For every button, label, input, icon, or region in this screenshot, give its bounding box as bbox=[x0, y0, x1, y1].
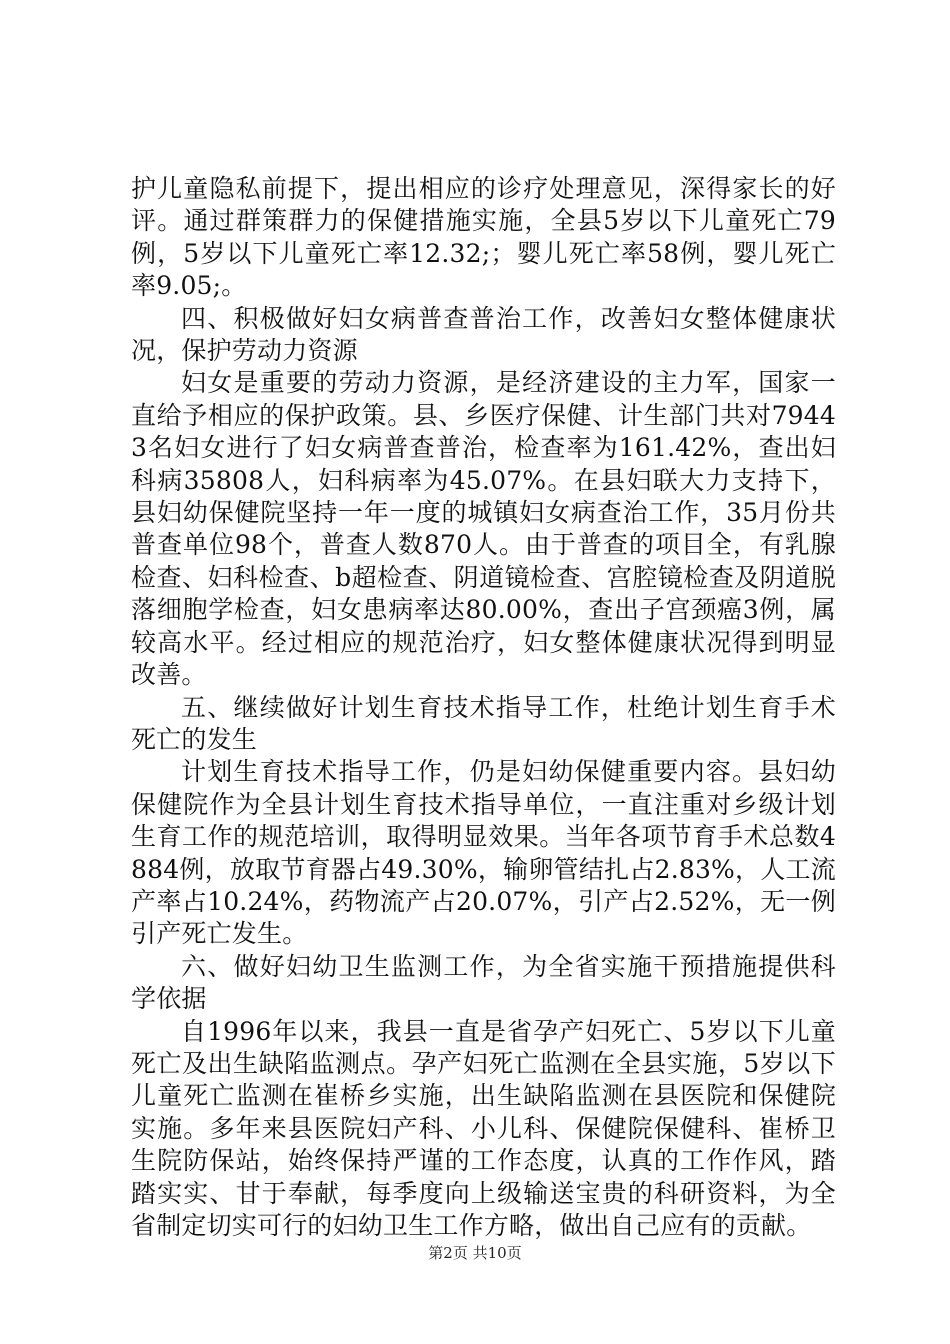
body-paragraph-continued: 护儿童隐私前提下，提出相应的诊疗处理意见，深得家长的好评。通过群策群力的保健措施实施，全县5岁以下儿童死亡79例，5岁以下儿童死亡率12.32;；婴儿死亡率58例，婴儿死亡率9.05;。 bbox=[131, 174, 836, 301]
body-paragraph-womens-health: 妇女是重要的劳动力资源，是经济建设的主力军，国家一直给予相应的保护政策。县、乡医疗保健、计生部门共对79443名妇女进行了妇女病普查普治，检查率为161.42%，查出妇科病35808人，妇科病率为45.07%。在县妇联大力支持下，县妇幼保健院坚持一年一度的城镇妇女病查治工作，35月份共普查单位98个，普查人数870人。由于普查的项目全，有乳腺检查、妇科检查、b超检查、阴道镜检查、宫腔镜检查及阴道脱落细胞学检查，妇女患病率达80.00%，查出子宫颈癌3例，属较高水平。经过相应的规范治疗，妇女整体健康状况得到明显改善。 bbox=[131, 368, 836, 690]
section-heading-4: 四、积极做好妇女病普查普治工作，改善妇女整体健康状况，保护劳动力资源 bbox=[131, 303, 836, 366]
document-body bbox=[131, 173, 836, 1242]
section-heading-6: 六、做好妇幼卫生监测工作，为全省实施干预措施提供科学依据 bbox=[131, 951, 836, 1014]
body-paragraph-monitoring: 自1996年以来，我县一直是省孕产妇死亡、5岁以下儿童死亡及出生缺陷监测点。孕产妇死亡监测在全县实施，5岁以下儿童死亡监测在崔桥乡实施，出生缺陷监测在县医院和保健院实施。多年来县医院妇产科、小儿科、保健院保健科、崔桥卫生院防保站，始终保持严谨的工作态度，认真的工作作风，踏踏实实、甘于奉献，每季度向上级输送宝贵的科研资料，为全省制定切实可行的妇幼卫生工作方略，做出自己应有的贡献。 bbox=[131, 1016, 836, 1240]
body-paragraph-family-planning: 计划生育技术指导工作，仍是妇幼保健重要内容。县妇幼保健院作为全县计划生育技术指导单位，一直注重对乡级计划生育工作的规范培训，取得明显效果。当年各项节育手术总数4884例，放取节育器占49.30%，输卵管结扎占2.83%，人工流产率占10.24%，药物流产占20.07%，引产占2.52%，无一例引产死亡发生。 bbox=[131, 757, 836, 949]
page-number-footer: 第2页 共10页 bbox=[428, 1244, 522, 1262]
section-heading-5: 五、继续做好计划生育技术指导工作，杜绝计划生育手术死亡的发生 bbox=[131, 692, 836, 754]
